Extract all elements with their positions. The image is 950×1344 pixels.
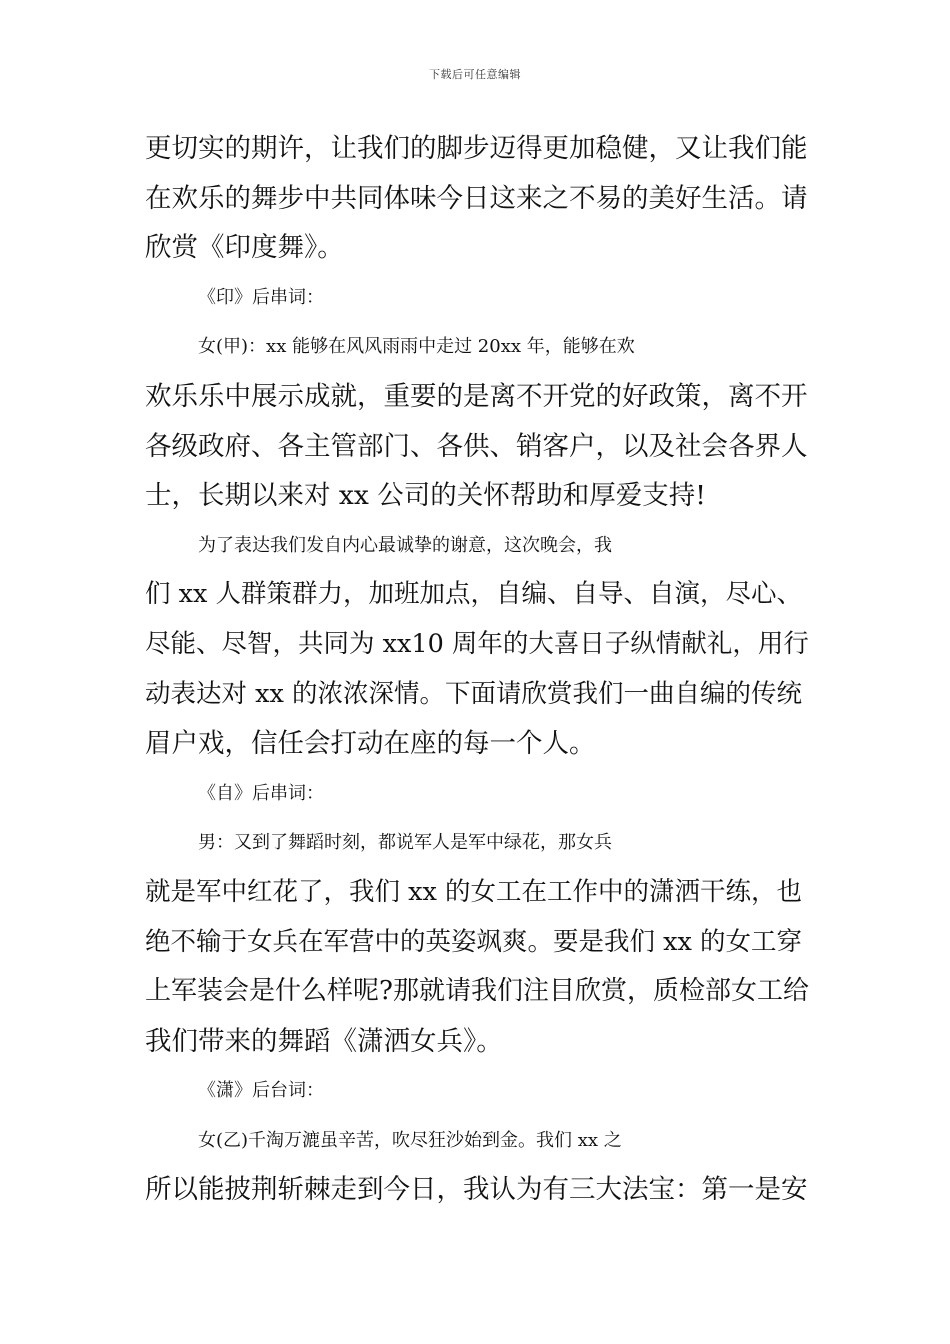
text-line: 我们带来的舞蹈《潇洒女兵》。 (145, 1025, 503, 1057)
text-line: 所以能披荆斩棘走到今日，我认为有三大法宝：第一是安 (145, 1174, 808, 1206)
document-body (145, 124, 810, 1215)
text-line: 尽能、尽智，共同为 xx10 周年的大喜日子纵情献礼，用行 (145, 628, 809, 659)
text-line: 动表达对 xx 的浓浓深情。下面请欣赏我们一曲自编的传统 (145, 678, 802, 709)
text-line: 眉户戏，信任会打动在座的每一个人。 (145, 728, 596, 760)
text-line: 各级政府、各主管部门、各供、销客户，以及社会各界人 (145, 430, 808, 462)
text-line: 更切实的期许，让我们的脚步迈得更加稳健，又让我们能 (145, 133, 808, 164)
text-line: 士，长期以来对 xx 公司的关怀帮助和厚爱支持! (145, 480, 706, 512)
text-line: 《自》后串词： (198, 782, 324, 804)
text-line: 《潇》后台词： (198, 1080, 324, 1102)
text-line: 在欢乐的舞步中共同体味今日这来之不易的美好生活。请 (145, 182, 808, 214)
text-line: 为了表达我们发自内心最诚挚的谢意，这次晚会，我 (198, 534, 612, 556)
text-line: 绝不输于女兵在军营中的英姿飒爽。要是我们 xx 的女工穿 (145, 926, 802, 957)
text-line: 《印》后串词： (198, 286, 324, 308)
text-line: 男：又到了舞蹈时刻，都说军人是军中绿花，那女兵 (198, 832, 612, 854)
text-line: 女(甲)：xx 能够在风风雨雨中走过 20xx 年，能够在欢 (198, 336, 635, 358)
page-header: 下载后可任意编辑 (429, 68, 521, 81)
text-line: 们 xx 人群策群力，加班加点，自编、自导、自演，尽心、 (145, 579, 802, 610)
text-line: 上军装会是什么样呢?那就请我们注目欣赏，质检部女工给 (145, 976, 809, 1007)
text-line: 欣赏《印度舞》。 (145, 232, 344, 264)
text-line: 就是军中红花了，我们 xx 的女工在工作中的潇洒干练，也 (145, 876, 802, 907)
text-line: 欢乐乐中展示成就，重要的是离不开党的好政策，离不开 (145, 380, 808, 412)
text-line: 女(乙)千淘万漉虽辛苦，吹尽狂沙始到金。我们 xx 之 (198, 1129, 622, 1151)
